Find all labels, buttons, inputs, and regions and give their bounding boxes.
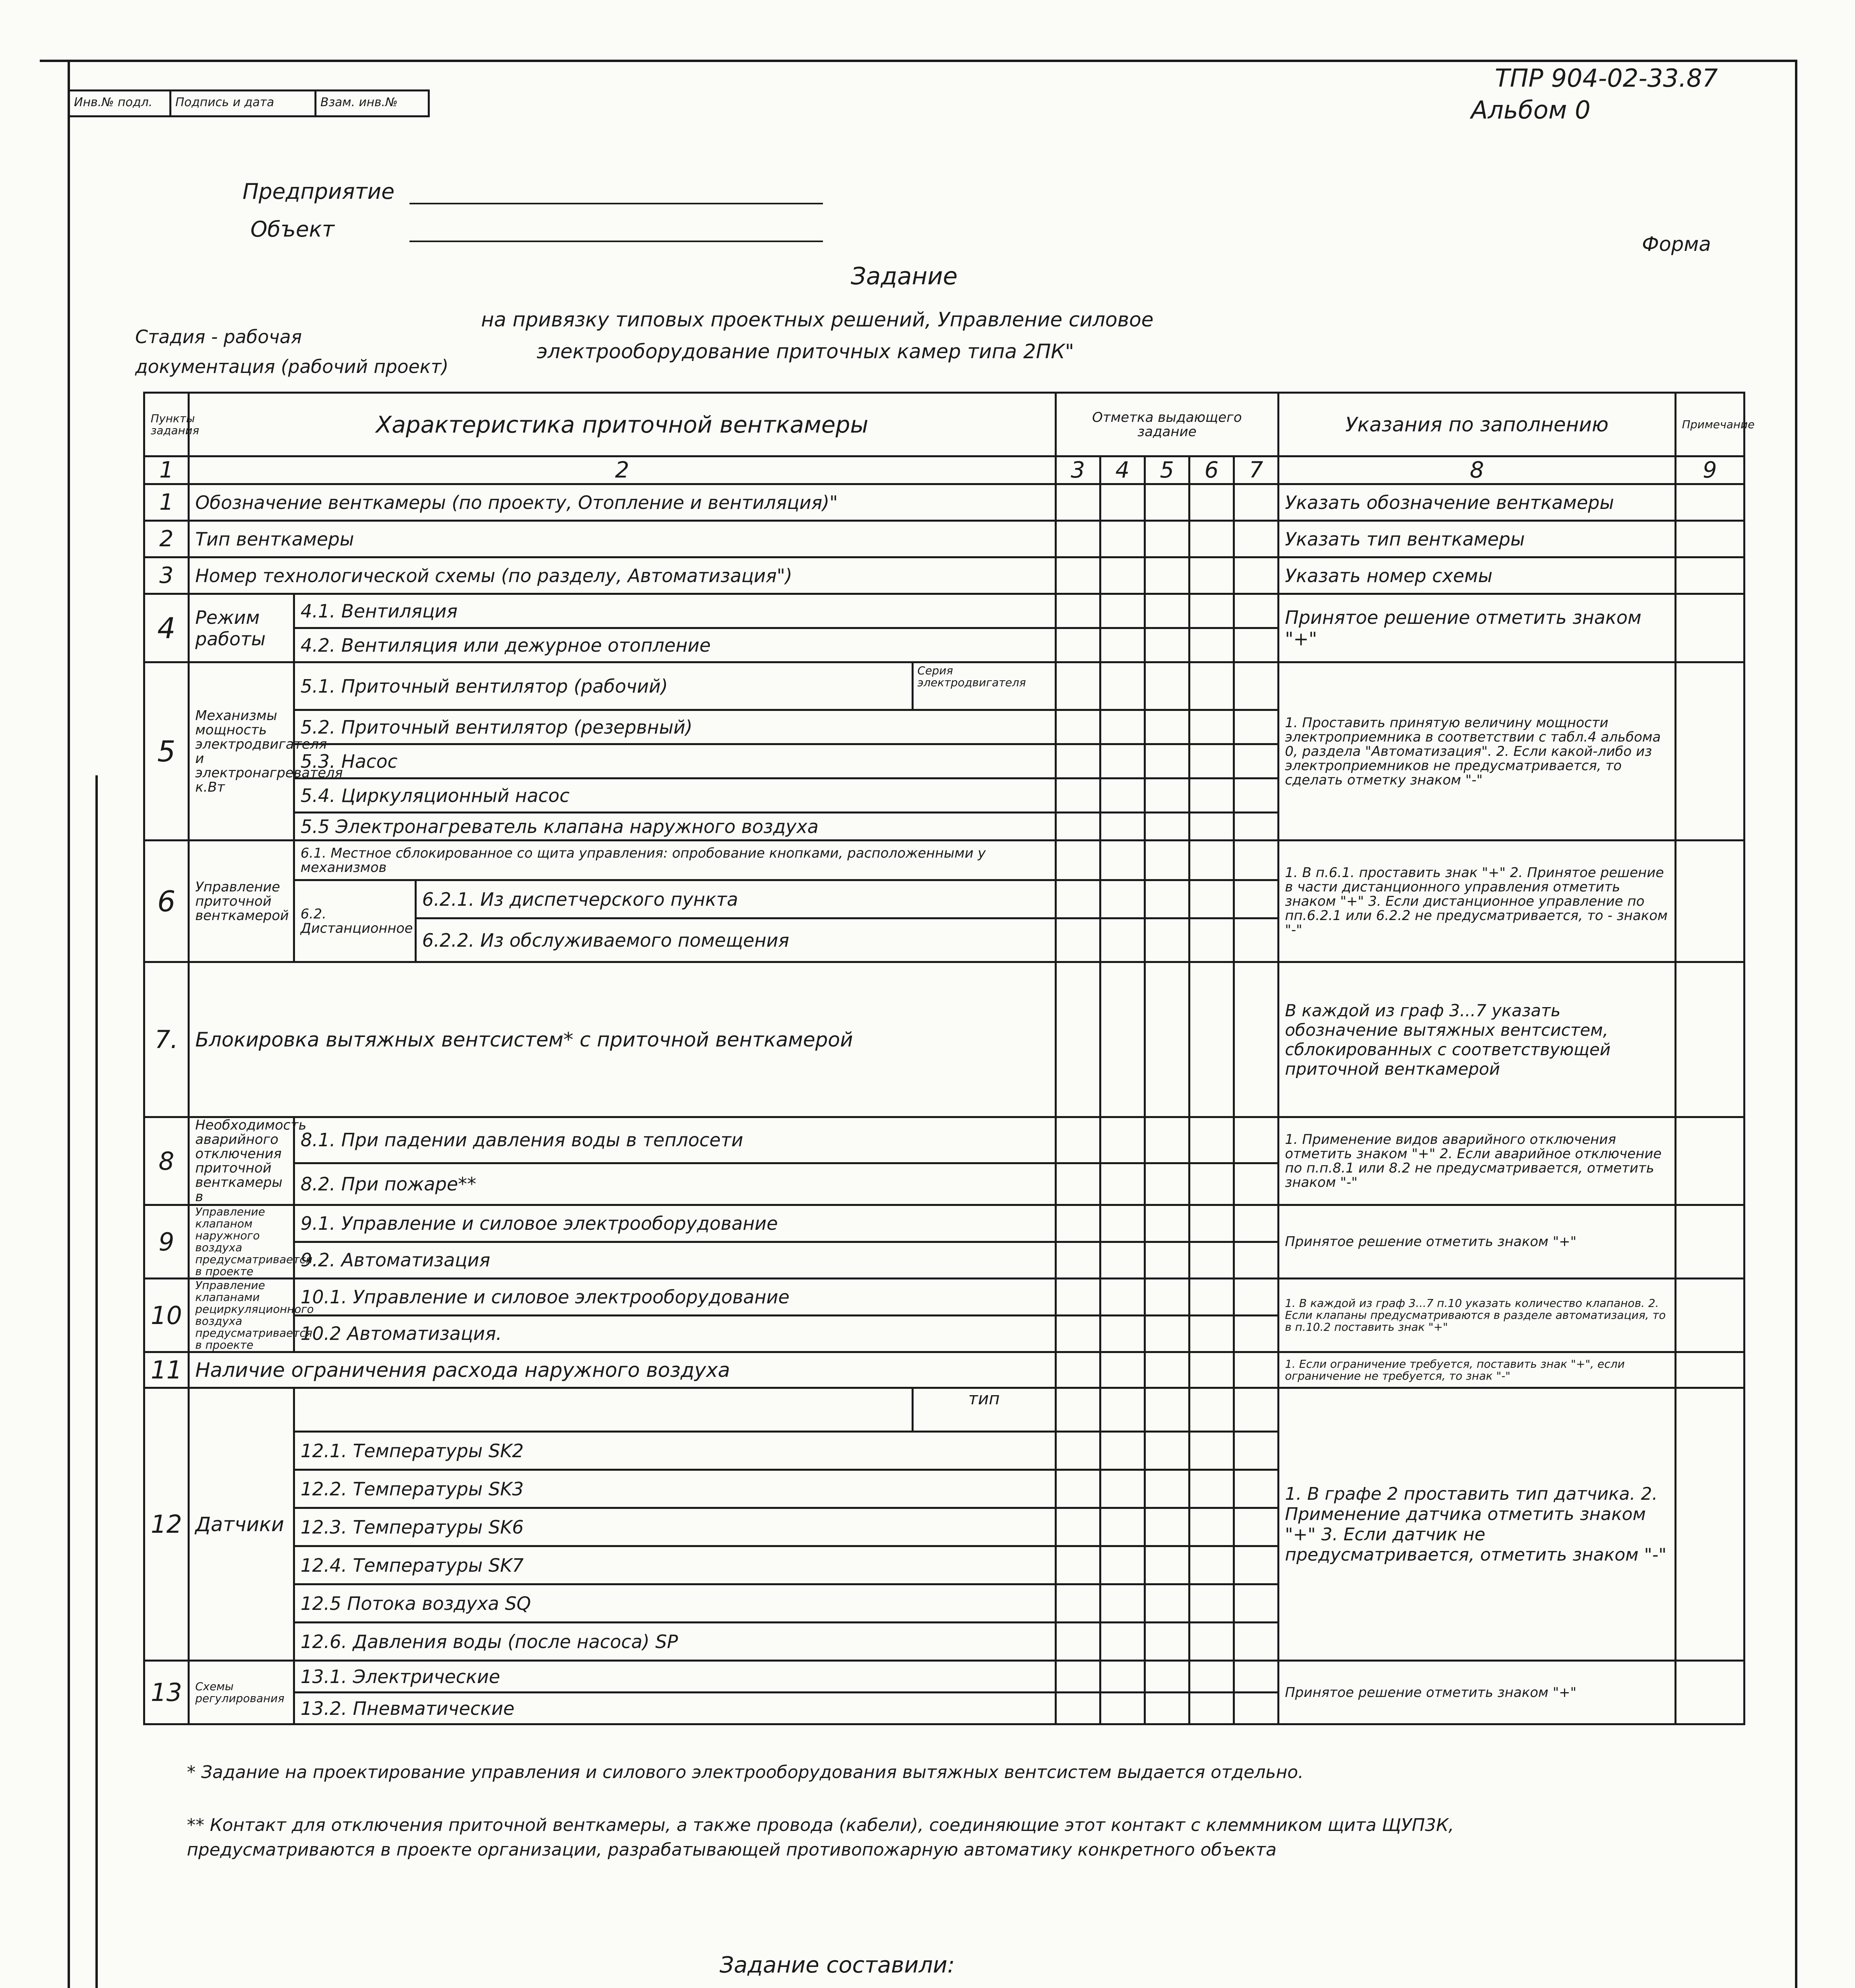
composed-title: Задание составили: [720, 1952, 955, 1978]
row-4-1: 4.1. Вентиляция [294, 594, 1056, 628]
row-7-instr: В каждой из граф 3...7 указать обозначение вытяжных вентсистем, сблокированных с соответствующей приточной венткамерой [1279, 962, 1676, 1117]
header-note: Примечание [1675, 393, 1744, 456]
row-6-2-2: 6.2.2. Из обслуживаемого помещения [415, 918, 1056, 962]
row-5-label: Механизмы мощность электродвигателя и электронагревателя к.Вт [189, 662, 294, 841]
col-num-1: 1 [144, 456, 189, 484]
row-6-instr: 1. В п.6.1. проставить знак "+" 2. Принятое решение в части дистанционного управления отметить знаком "+" 3. Если дистанционное управление по пп.6.2.1 или 6.2.2 не предусматривается, то - знаком "-" [1279, 841, 1676, 962]
row-7-text: Блокировка вытяжных вентсистем* с приточной венткамерой [189, 962, 1056, 1117]
row-5-3: 5.3. Насос [294, 744, 1056, 779]
header-characteristic: Характеристика приточной венткамеры [189, 393, 1056, 456]
row-4-2: 4.2. Вентиляция или дежурное отопление [294, 628, 1056, 662]
row-8-label: Необходимость аварийного отключения приточной венткамеры в [189, 1117, 294, 1205]
row-4-label: Режим работы [189, 594, 294, 662]
row-5-5: 5.5 Электронагреватель клапана наружного воздуха [294, 813, 1056, 841]
row-12-1: 12.1. Температуры SK2 [294, 1432, 1056, 1470]
row-1-instr: Указать обозначение венткамеры [1279, 484, 1676, 521]
row-12-label: Датчики [189, 1388, 294, 1661]
row-5-series: Серия электродвигателя [912, 663, 1055, 709]
stamp-replace: Взам. инв.№ [320, 95, 398, 109]
row-4-instr: Принятое решение отметить знаком "+" [1279, 594, 1676, 662]
row-2-instr: Указать тип венткамеры [1279, 521, 1676, 557]
col-num-7: 7 [1234, 456, 1278, 484]
row-5-4: 5.4. Циркуляционный насос [294, 779, 1056, 813]
album-code: ТПР 904-02-33.87 [1495, 64, 1718, 93]
stamp-sign: Подпись и дата [171, 91, 316, 115]
row-9-label: Управление клапаном наружного воздуха предусматривается в проекте [189, 1205, 294, 1279]
row-12-2: 12.2. Температуры SK3 [294, 1470, 1056, 1508]
row-num: 1 [144, 484, 189, 521]
row-6-2-1: 6.2.1. Из диспетчерского пункта [415, 880, 1056, 918]
row-12-instr: 1. В графе 2 проставить тип датчика. 2. Применение датчика отметить знаком "+" 3. Если датчик не предусматривается, отметить знаком "-" [1279, 1388, 1676, 1661]
col-num-9: 9 [1675, 456, 1744, 484]
footnote-2: ** Контакт для отключения приточной венткамеры, а также провода (кабели), соединяющие этот контакт с клеммником щита ЩУП3К, предусматриваются в проекте организации, разрабатывающей противопожарную автоматику конкретного объекта [187, 1815, 1454, 1860]
row-10-label: Управление клапанами рециркуляционного воздуха предусматривается в проекте [189, 1279, 294, 1352]
task-table: Пункты задания Характеристика приточной венткамеры Отметка выдающего задание Указания по заполнению Примечание 1 2 3 4 5 6 7 8 9 1 Обозначение венткамеры (по проекту, Отопление и вентиляция)" Указать обозначение венткамеры 2 Тип венткамеры Указать тип венткамеры 3 Номер технологической схемы (по разделу, Автоматизация") Указать номер схемы 4 Режим работы 4.1. Вентиляция Принятое решение отметить знаком "+" 4.2. Вентиляция или дежурное отопление 5 Механизмы мощность электродвигателя и электронагревателя к.Вт 5.1. Приточный вентилятор (рабочий) Серия электродвигателя 1. Проставить принятую величину мощности электроприемника в соответствии с табл.4 альбома 0, раздела "Автоматизация". 2. Если какой-либо из электроприемников не предусматривается, то сделать отметку знаком "-" 5.2. Приточный вентилятор (резервный) 5.3. Насос 5.4. Циркуляционный насос 5.5 Электронагреватель клапана наружного воздуха 6 Управление приточной венткамерой 6.1. Местное сблокированное со щита управления: опробование кнопками, расположенными у механизмов 1. В п.6.1. проставить знак "+" 2. Принятое решение в части дистанционного управления отметить знаком "+" 3. Если дистанционное управление по пп.6.2.1 или 6.2.2 не предусматривается, то - знаком "-" 6.2. Дистанционное 6.2.1. Из диспетчерского пункта 6.2.2. Из обслуживаемого помещения 7. Блокировка вытяжных вентсистем* с приточной венткамерой В каждой из граф 3...7 указать обозначение вытяжных вентсистем, сблокированных с соответствующей приточной венткамерой 8 Необходимость аварийного отключения приточной венткамеры в 8.1. При падении давления воды в теплосети 1. Применение видов аварийного отключения отметить знаком "+" 2. Если аварийное отключение по п.п.8.1 или 8.2 не предусматривается, отметить знаком "-" 8.2. При пожаре** 9 Управление клапаном наружного воздуха предусматривается в проекте 9.1. Управление и силовое электрооборудование Принятое решение отметить знаком "+" 9.2. Автоматизация 10 Управление клапанами рециркуляционного воздуха предусматривается в проекте 10.1. Управление и силовое электрооборудование 1. В каждой из граф 3...7 п.10 указать количество клапанов. 2. Если клапаны предусматриваются в разделе автоматизация, то в п.10.2 поставить знак "+" 10.2 Автоматизация. 11 Наличие ограничения расхода наружного воздуха 1. Если ограничение требуется, поставить знак "+", если ограничение не требуется, то знак "-" 12 Датчики тип 1. В графе 2 проставить тип датчика. 2. Применение датчика отметить знаком "+" 3. Если датчик не предусматривается, отметить знаком "-" 12.1. Температуры SK2 12.2. Температуры SK3 12.3. Температуры SK6 12.4. Температуры SK7 12.5 Потока воздуха SQ 12.6. Давления воды (после насоса) SP 13 Схемы регулирования 13.1. Электрические Принятое решение отметить знаком "+" 13.2. Пневматические [143, 392, 1745, 1725]
col-num-8: 8 [1279, 456, 1676, 484]
col-num-5: 5 [1145, 456, 1189, 484]
row-12-type-header: тип [912, 1389, 1055, 1431]
row-8-instr: 1. Применение видов аварийного отключения отметить знаком "+" 2. Если аварийное отключение по п.п.8.1 или 8.2 не предусматривается, отметить знаком "-" [1279, 1117, 1676, 1205]
row-10-1: 10.1. Управление и силовое электрооборудование [294, 1279, 1056, 1316]
row-12-4: 12.4. Температуры SK7 [294, 1546, 1056, 1584]
row-5-2: 5.2. Приточный вентилятор (резервный) [294, 710, 1056, 744]
row-6-label: Управление приточной венткамерой [189, 841, 294, 962]
row-13-2: 13.2. Пневматические [294, 1693, 1056, 1724]
header-items: Пункты задания [144, 393, 189, 456]
row-2-text: Тип венткамеры [189, 521, 1056, 557]
header-marks: Отметка выдающего задание [1056, 393, 1278, 456]
row-12-6: 12.6. Давления воды (после насоса) SP [294, 1623, 1056, 1661]
top-stamp [70, 89, 430, 117]
stamp-inv: Инв.№ подл. [70, 91, 171, 115]
form-label: Форма [1642, 233, 1711, 256]
row-1-text: Обозначение венткамеры (по проекту, Отопление и вентиляция)" [189, 484, 1056, 521]
row-12-5: 12.5 Потока воздуха SQ [294, 1584, 1056, 1623]
row-9-1: 9.1. Управление и силовое электрооборудование [294, 1205, 1056, 1242]
row-11-text: Наличие ограничения расхода наружного воздуха [189, 1352, 1056, 1388]
row-5-instr: 1. Проставить принятую величину мощности электроприемника в соответствии с табл.4 альбома 0, раздела "Автоматизация". 2. Если какой-либо из электроприемников не предусматривается, то сделать отметку знаком "-" [1279, 662, 1676, 841]
object-label: Объект [250, 217, 335, 242]
row-13-instr: Принятое решение отметить знаком "+" [1279, 1661, 1676, 1724]
col-num-4: 4 [1100, 456, 1145, 484]
row-6-2: 6.2. Дистанционное [294, 880, 416, 962]
row-3-text: Номер технологической схемы (по разделу, Автоматизация") [189, 557, 1056, 594]
row-10-2: 10.2 Автоматизация. [294, 1315, 1056, 1352]
row-10-instr: 1. В каждой из граф 3...7 п.10 указать количество клапанов. 2. Если клапаны предусматриваются в разделе автоматизация, то в п.10.2 поставить знак "+" [1279, 1279, 1676, 1352]
footnote-1: * Задание на проектирование управления и силового электрооборудования вытяжных вентсистем выдается отдельно. [187, 1762, 1304, 1782]
col-num-6: 6 [1189, 456, 1234, 484]
row-13-label: Схемы регулирования [189, 1661, 294, 1724]
row-6-1: 6.1. Местное сблокированное со щита управления: опробование кнопками, расположенными у механизмов [294, 841, 1056, 880]
header-instructions: Указания по заполнению [1279, 393, 1676, 456]
row-13-1: 13.1. Электрические [294, 1661, 1056, 1693]
row-3-instr: Указать номер схемы [1279, 557, 1676, 594]
enterprise-label: Предприятие [243, 179, 395, 204]
stage-line-1: Стадия - рабочая [135, 326, 302, 348]
row-9-instr: Принятое решение отметить знаком "+" [1279, 1205, 1676, 1279]
row-5-1: 5.1. Приточный вентилятор (рабочий) [301, 675, 668, 697]
page-title: Задание [851, 262, 958, 290]
row-12-3: 12.3. Температуры SK6 [294, 1508, 1056, 1546]
row-8-2: 8.2. При пожаре** [294, 1163, 1056, 1205]
stage-line-2: документация (рабочий проект) [135, 356, 449, 377]
col-num-3: 3 [1056, 456, 1100, 484]
subtitle-2: электрооборудование приточных камер типа 2ПК" [537, 340, 1074, 363]
row-9-2: 9.2. Автоматизация [294, 1242, 1056, 1279]
row-11-instr: 1. Если ограничение требуется, поставить знак "+", если ограничение не требуется, то знак "-" [1279, 1352, 1676, 1388]
row-8-1: 8.1. При падении давления воды в теплосети [294, 1117, 1056, 1163]
subtitle-1: на привязку типовых проектных решений, Управление силовое [481, 308, 1154, 331]
album-label: Альбом 0 [1471, 95, 1591, 124]
col-num-2: 2 [189, 456, 1056, 484]
